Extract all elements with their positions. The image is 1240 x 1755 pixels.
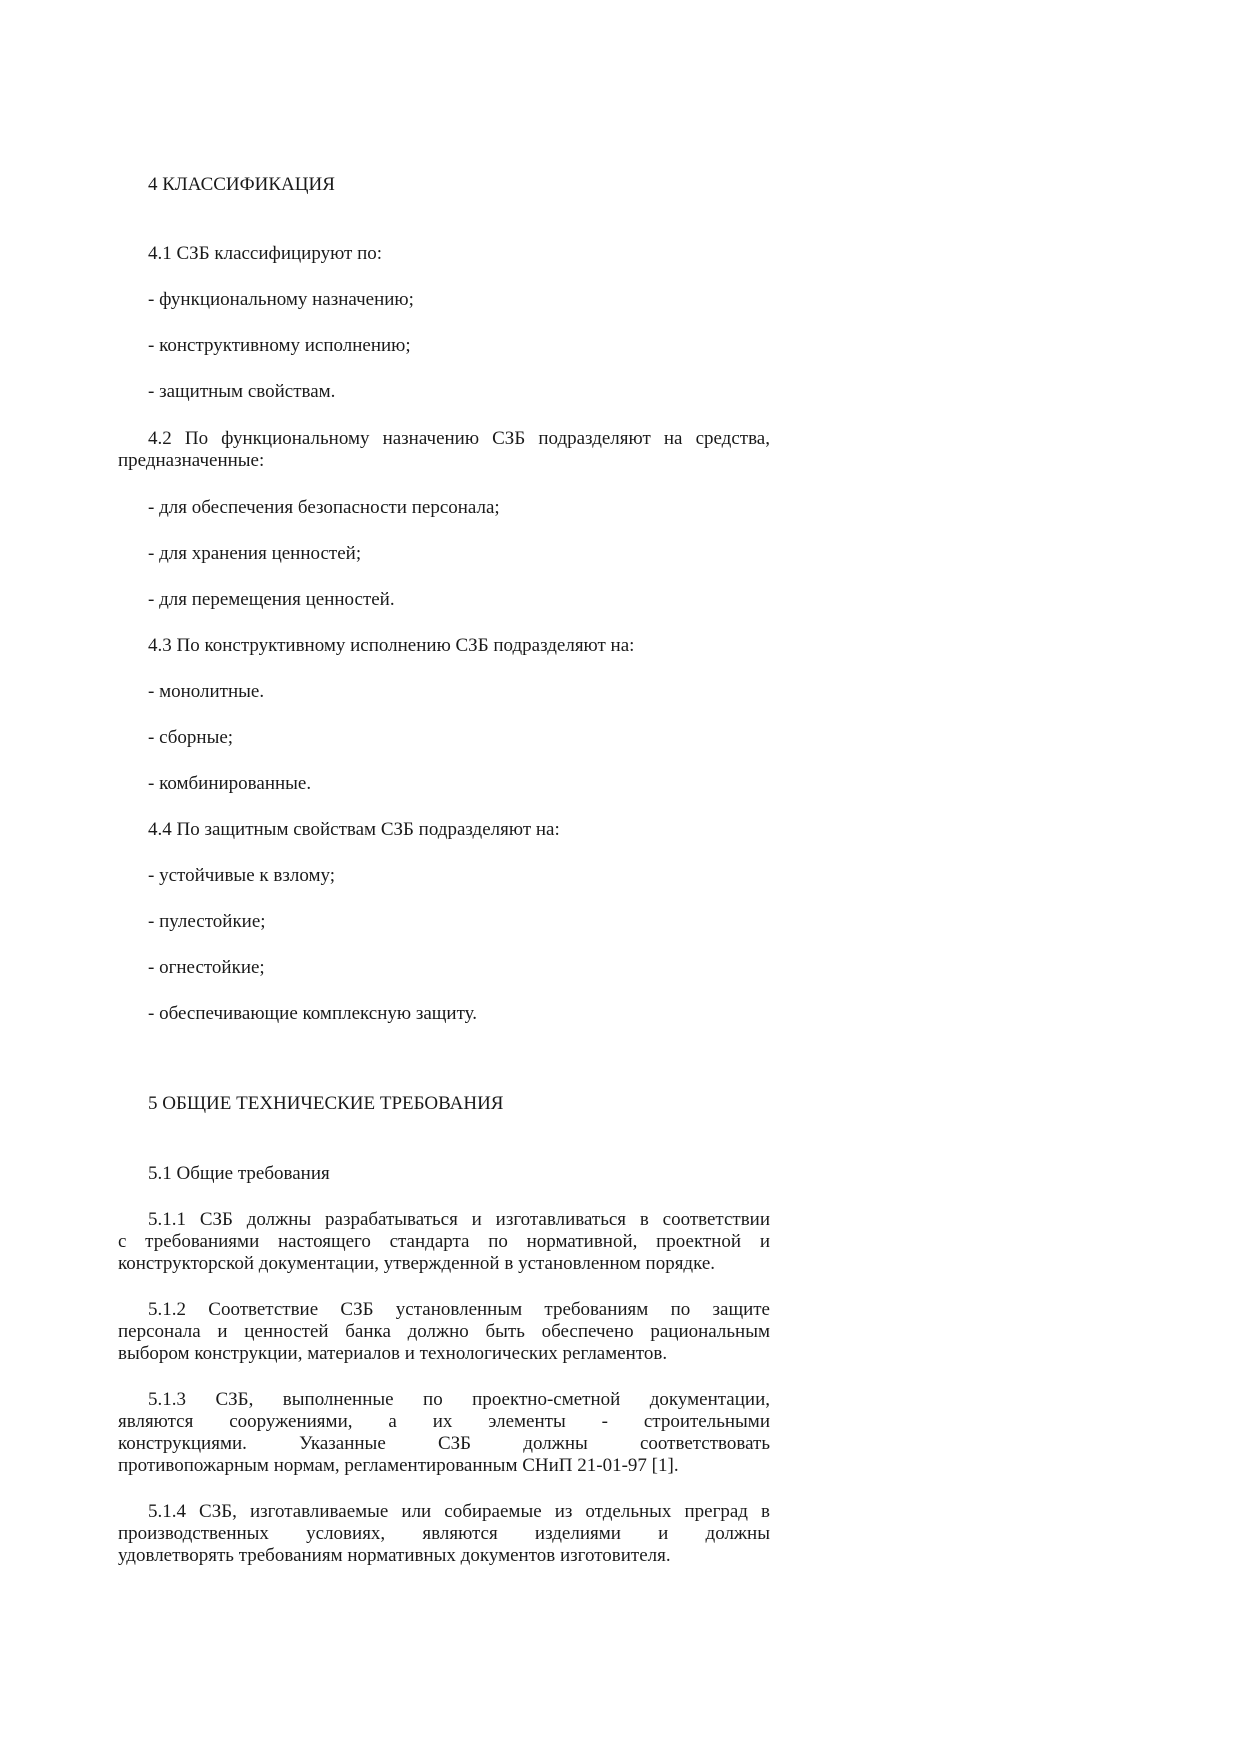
paragraph-5-1-3-line-4: противопожарным нормам, регламентированным СНиП 21-01-97 [1].	[118, 1455, 679, 1476]
list-item: - пулестойкие;	[148, 911, 266, 932]
paragraph-5-1-1-line-3: конструкторской документации, утвержденной в установленном порядке.	[118, 1253, 716, 1274]
section-4-heading: 4 КЛАССИФИКАЦИЯ	[148, 174, 335, 195]
subsection-5-1-heading: 5.1 Общие требования	[148, 1163, 330, 1184]
paragraph-5-1-3-line-1: 5.1.3 СЗБ, выполненные по проектно-сметной документации,	[148, 1389, 770, 1410]
paragraph-5-1-4-line-3: удовлетворять требованиям нормативных документов изготовителя.	[118, 1545, 671, 1566]
paragraph-4-4: 4.4 По защитным свойствам СЗБ подразделяют на:	[148, 819, 560, 840]
paragraph-5-1-1-line-1: 5.1.1 СЗБ должны разрабатываться и изготавливаться в соответствии	[148, 1209, 770, 1230]
list-item: - для перемещения ценностей.	[148, 589, 395, 610]
list-item: - сборные;	[148, 727, 234, 748]
paragraph-5-1-2-line-1: 5.1.2 Соответствие СЗБ установленным требованиям по защите	[148, 1299, 770, 1320]
list-item: - конструктивному исполнению;	[148, 335, 411, 356]
list-item: - устойчивые к взлому;	[148, 865, 336, 886]
list-item: - огнестойкие;	[148, 957, 265, 978]
list-item: - для хранения ценностей;	[148, 543, 362, 564]
paragraph-5-1-3-line-2: являются сооружениями, а их элементы - строительными	[118, 1411, 770, 1432]
paragraph-5-1-4-line-2: производственных условиях, являются изделиями и должны	[118, 1523, 770, 1544]
list-item: - комбинированные.	[148, 773, 312, 794]
list-item: - монолитные.	[148, 681, 265, 702]
list-item: - обеспечивающие комплексную защиту.	[148, 1003, 477, 1024]
list-item: - функциональному назначению;	[148, 289, 414, 310]
paragraph-5-1-4-line-1: 5.1.4 СЗБ, изготавливаемые или собираемые из отдельных преград в	[148, 1501, 770, 1522]
list-item: - защитным свойствам.	[148, 381, 336, 402]
paragraph-4-3: 4.3 По конструктивному исполнению СЗБ подразделяют на:	[148, 635, 635, 656]
paragraph-4-1: 4.1 СЗБ классифицируют по:	[148, 243, 383, 264]
paragraph-5-1-1-line-2: с требованиями настоящего стандарта по нормативной, проектной и	[118, 1231, 770, 1252]
paragraph-5-1-2-line-2: персонала и ценностей банка должно быть обеспечено рациональным	[118, 1321, 770, 1342]
paragraph-4-2-line-1: 4.2 По функциональному назначению СЗБ подразделяют на средства,	[148, 428, 770, 449]
paragraph-5-1-3-line-3: конструкциями. Указанные СЗБ должны соответствовать	[118, 1433, 770, 1454]
paragraph-5-1-2-line-3: выбором конструкции, материалов и технологических регламентов.	[118, 1343, 668, 1364]
section-5-heading: 5 ОБЩИЕ ТЕХНИЧЕСКИЕ ТРЕБОВАНИЯ	[148, 1093, 504, 1114]
list-item: - для обеспечения безопасности персонала;	[148, 497, 500, 518]
paragraph-4-2-line-2: предназначенные:	[118, 450, 265, 471]
